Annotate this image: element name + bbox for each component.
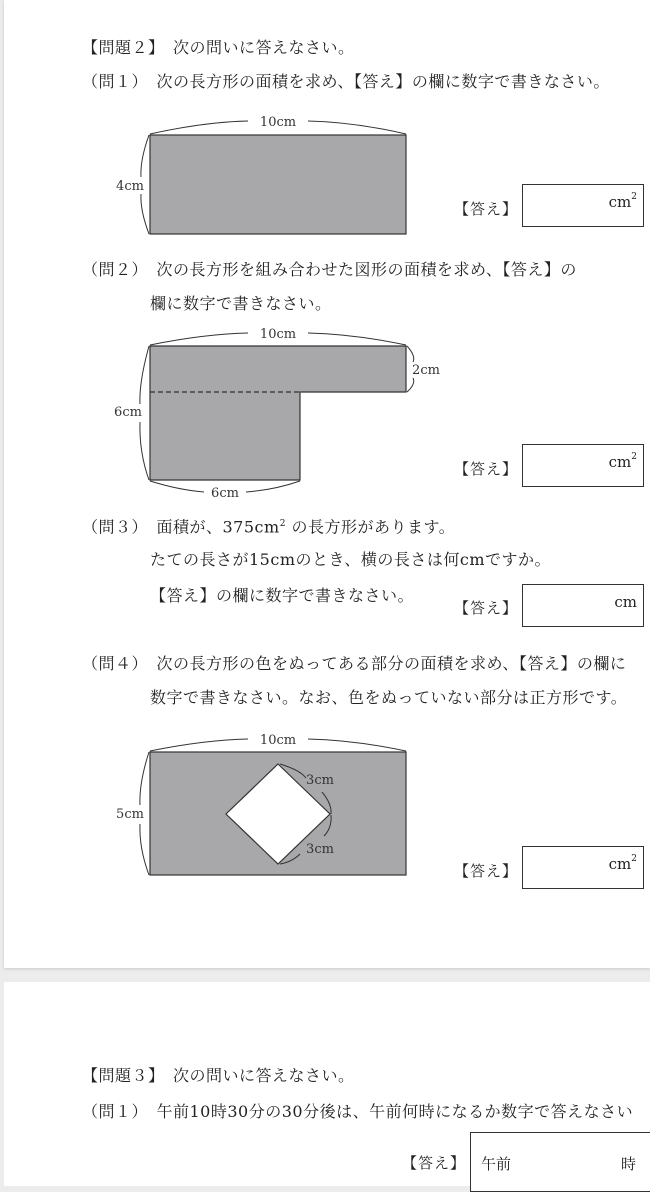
q2-question-line2: 欄に数字で書きなさい。 bbox=[150, 294, 332, 313]
q1-answer-label: 【答え】 bbox=[454, 200, 519, 218]
q3-answer-unit: cm bbox=[614, 593, 637, 611]
q4-top-arc-right bbox=[308, 739, 406, 751]
q4-square-lower-label: 3cm bbox=[306, 842, 334, 857]
section3-heading: 【問題３】 次の問いに答えなさい。 bbox=[82, 1066, 355, 1085]
q2-top-arc-right bbox=[308, 333, 406, 345]
q4-left-arc-top bbox=[140, 752, 149, 805]
q4-top-label: 10cm bbox=[259, 733, 297, 748]
q4-top-arc-left bbox=[150, 739, 248, 751]
q4-answer-box[interactable] bbox=[522, 846, 644, 889]
q2-left-arc-top bbox=[140, 346, 149, 404]
q2-top-label: 10cm bbox=[259, 327, 297, 342]
worksheet-page-1 bbox=[4, 0, 650, 968]
q4-question-line1: （問４） 次の長方形の色をぬってある部分の面積を求め、【答え】の欄に bbox=[82, 654, 627, 673]
q2-question-line1: （問２） 次の長方形を組み合わせた図形の面積を求め、【答え】の bbox=[82, 260, 577, 279]
q1-left-arc-top bbox=[141, 135, 149, 177]
q1-top-arc-right bbox=[308, 121, 406, 134]
q1-left-arc-bottom bbox=[141, 194, 149, 234]
q2-l-shape bbox=[150, 346, 406, 480]
q2-bottom-arc-left bbox=[150, 481, 204, 492]
s3-q1-answer-box[interactable] bbox=[470, 1132, 650, 1192]
q2-answer-label: 【答え】 bbox=[454, 460, 519, 478]
q4-square-upper-label: 3cm bbox=[306, 773, 334, 788]
s3-q1-answer-unit: 時 bbox=[621, 1155, 637, 1173]
section2-heading: 【問題２】 次の問いに答えなさい。 bbox=[82, 38, 355, 57]
q2-bottom-label: 6cm bbox=[211, 486, 239, 501]
q2-bottom-arc-right bbox=[246, 481, 300, 492]
q3-answer-label: 【答え】 bbox=[454, 599, 519, 617]
q4-left-label: 5cm bbox=[116, 807, 144, 822]
s3-q1-answer-prefix: 午前 bbox=[481, 1155, 512, 1173]
q3-question-line3: 【答え】の欄に数字で書きなさい。 bbox=[150, 586, 415, 605]
q1-left-label: 4cm bbox=[116, 179, 144, 194]
s3-q1-answer-label: 【答え】 bbox=[402, 1154, 467, 1172]
q2-answer-box[interactable] bbox=[522, 444, 644, 487]
q1-top-label: 10cm bbox=[259, 115, 297, 130]
q2-left-arc-bottom bbox=[140, 422, 149, 480]
q2-left-label: 6cm bbox=[114, 405, 142, 420]
q2-right-label: 2cm bbox=[412, 363, 440, 378]
q3-answer-box[interactable] bbox=[522, 584, 644, 627]
q4-left-arc-bottom bbox=[140, 824, 149, 875]
q3-question-line1: （問３） 面積が、$375cm^2$ の長方形があります。 bbox=[82, 517, 456, 537]
q2-answer-unit: $cm^2$ bbox=[608, 452, 637, 471]
s3-q1-question: （問１） 午前10時30分の30分後は、午前何時になるか数字で答えなさい bbox=[82, 1102, 634, 1121]
q1-top-arc-left bbox=[150, 121, 248, 134]
q4-answer-label: 【答え】 bbox=[454, 862, 519, 880]
q1-question: （問１） 次の長方形の面積を求め、【答え】の欄に数字で書きなさい。 bbox=[82, 72, 610, 91]
q3-question-line2: たての長さが15cmのとき、横の長さは何cmですか。 bbox=[150, 550, 551, 569]
q1-answer-box[interactable] bbox=[522, 184, 644, 227]
q2-top-arc-left bbox=[150, 333, 248, 345]
q2-right-arc-bottom bbox=[407, 378, 414, 392]
worksheet-page-2 bbox=[4, 982, 650, 1186]
q2-right-arc-top bbox=[407, 346, 414, 362]
q1-answer-unit: $cm^2$ bbox=[608, 192, 637, 211]
q4-answer-unit: $cm^2$ bbox=[608, 854, 637, 873]
q1-rectangle bbox=[150, 135, 406, 234]
q4-question-line2: 数字で書きなさい。なお、色をぬっていない部分は正方形です。 bbox=[150, 688, 628, 707]
